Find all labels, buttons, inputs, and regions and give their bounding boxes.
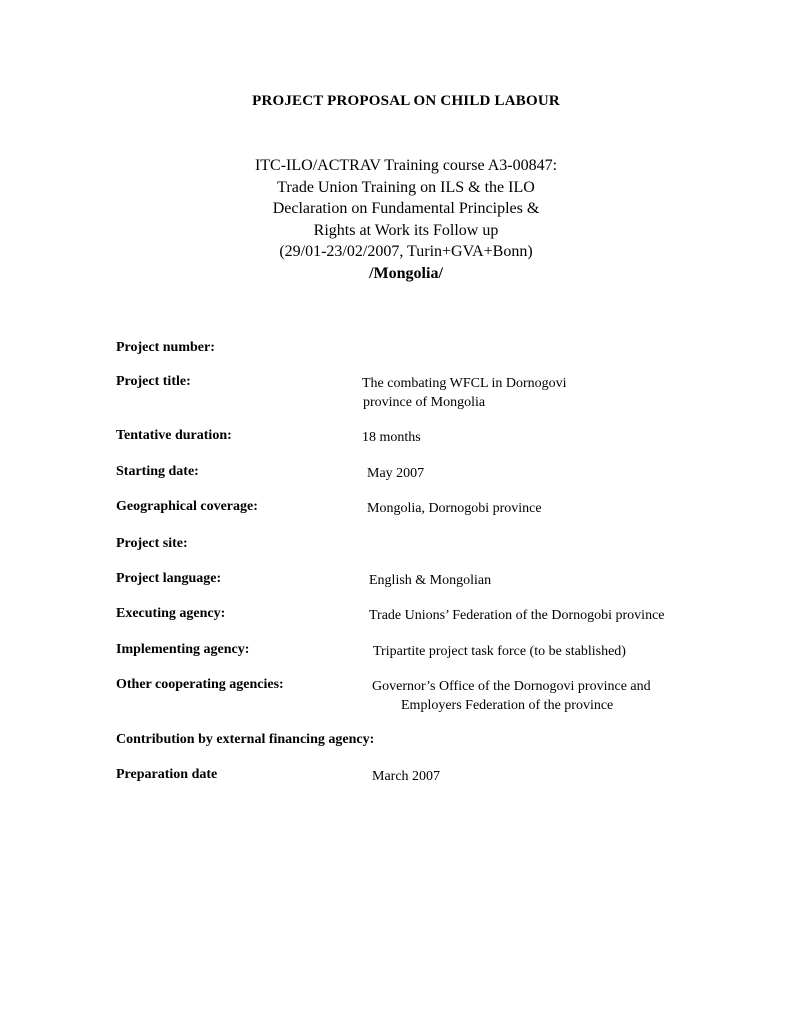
field-label: Project site: bbox=[116, 536, 188, 551]
field-value bbox=[367, 499, 542, 518]
field-value bbox=[367, 464, 424, 483]
field-value bbox=[372, 677, 651, 715]
field-project-site bbox=[0, 536, 791, 576]
field-value bbox=[373, 642, 626, 661]
field-label: Starting date: bbox=[116, 464, 199, 479]
country-name: /Mongolia/ bbox=[369, 264, 443, 282]
field-label: Project language: bbox=[116, 571, 222, 586]
field-label: Project title: bbox=[116, 374, 191, 389]
field-value-line: Tripartite project task force (to be stablished) bbox=[373, 644, 626, 659]
field-label: Executing agency: bbox=[116, 606, 226, 621]
field-value-line: Governor’s Office of the Dornogovi province and bbox=[372, 679, 651, 694]
subtitle-line: Trade Union Training on ILS & the ILO bbox=[277, 178, 535, 196]
field-value-line: English & Mongolian bbox=[369, 573, 492, 588]
field-project-language bbox=[0, 571, 791, 611]
course-description bbox=[0, 155, 791, 284]
field-label: Implementing agency: bbox=[116, 642, 250, 657]
field-label: Tentative duration: bbox=[116, 428, 232, 443]
field-preparation-date bbox=[0, 767, 791, 807]
field-value bbox=[362, 428, 421, 447]
field-value-line: Mongolia, Dornogobi province bbox=[367, 501, 542, 516]
field-geographical-coverage bbox=[0, 499, 791, 539]
field-value-line: March 2007 bbox=[372, 769, 441, 784]
field-label: Preparation date bbox=[116, 767, 218, 782]
field-external-financing bbox=[0, 732, 791, 772]
subtitle-line: ITC-ILO/ACTRAV Training course A3-00847: bbox=[254, 157, 558, 174]
field-label: Geographical coverage: bbox=[116, 499, 258, 514]
subtitle-line: Rights at Work its Follow up bbox=[313, 221, 499, 239]
field-value-line: Employers Federation of the province bbox=[401, 698, 614, 713]
field-value-line: Trade Unions’ Federation of the Dornogobi province bbox=[369, 608, 665, 623]
field-value-line: May 2007 bbox=[367, 466, 425, 481]
field-value-line: The combating WFCL in Dornogovi bbox=[362, 376, 567, 391]
field-starting-date bbox=[0, 464, 791, 504]
field-value-line: province of Mongolia bbox=[363, 395, 486, 410]
field-value bbox=[369, 571, 491, 590]
field-project-title bbox=[0, 374, 791, 414]
document-title: PROJECT PROPOSAL ON CHILD LABOUR bbox=[252, 93, 560, 109]
field-value bbox=[362, 374, 567, 412]
subtitle-line: Declaration on Fundamental Principles & bbox=[272, 200, 540, 217]
field-value bbox=[372, 767, 440, 786]
field-implementing-agency bbox=[0, 642, 791, 682]
field-executing-agency bbox=[0, 606, 791, 646]
subtitle-line: (29/01-23/02/2007, Turin+GVA+Bonn) bbox=[279, 243, 533, 260]
field-label: Other cooperating agencies: bbox=[116, 677, 284, 692]
field-value bbox=[369, 606, 665, 625]
field-label: Contribution by external financing agency: bbox=[116, 732, 375, 747]
field-value-line: 18 months bbox=[362, 430, 421, 445]
field-tentative-duration bbox=[0, 428, 791, 468]
field-label: Project number: bbox=[116, 340, 215, 355]
field-other-cooperating-agencies bbox=[0, 677, 791, 717]
